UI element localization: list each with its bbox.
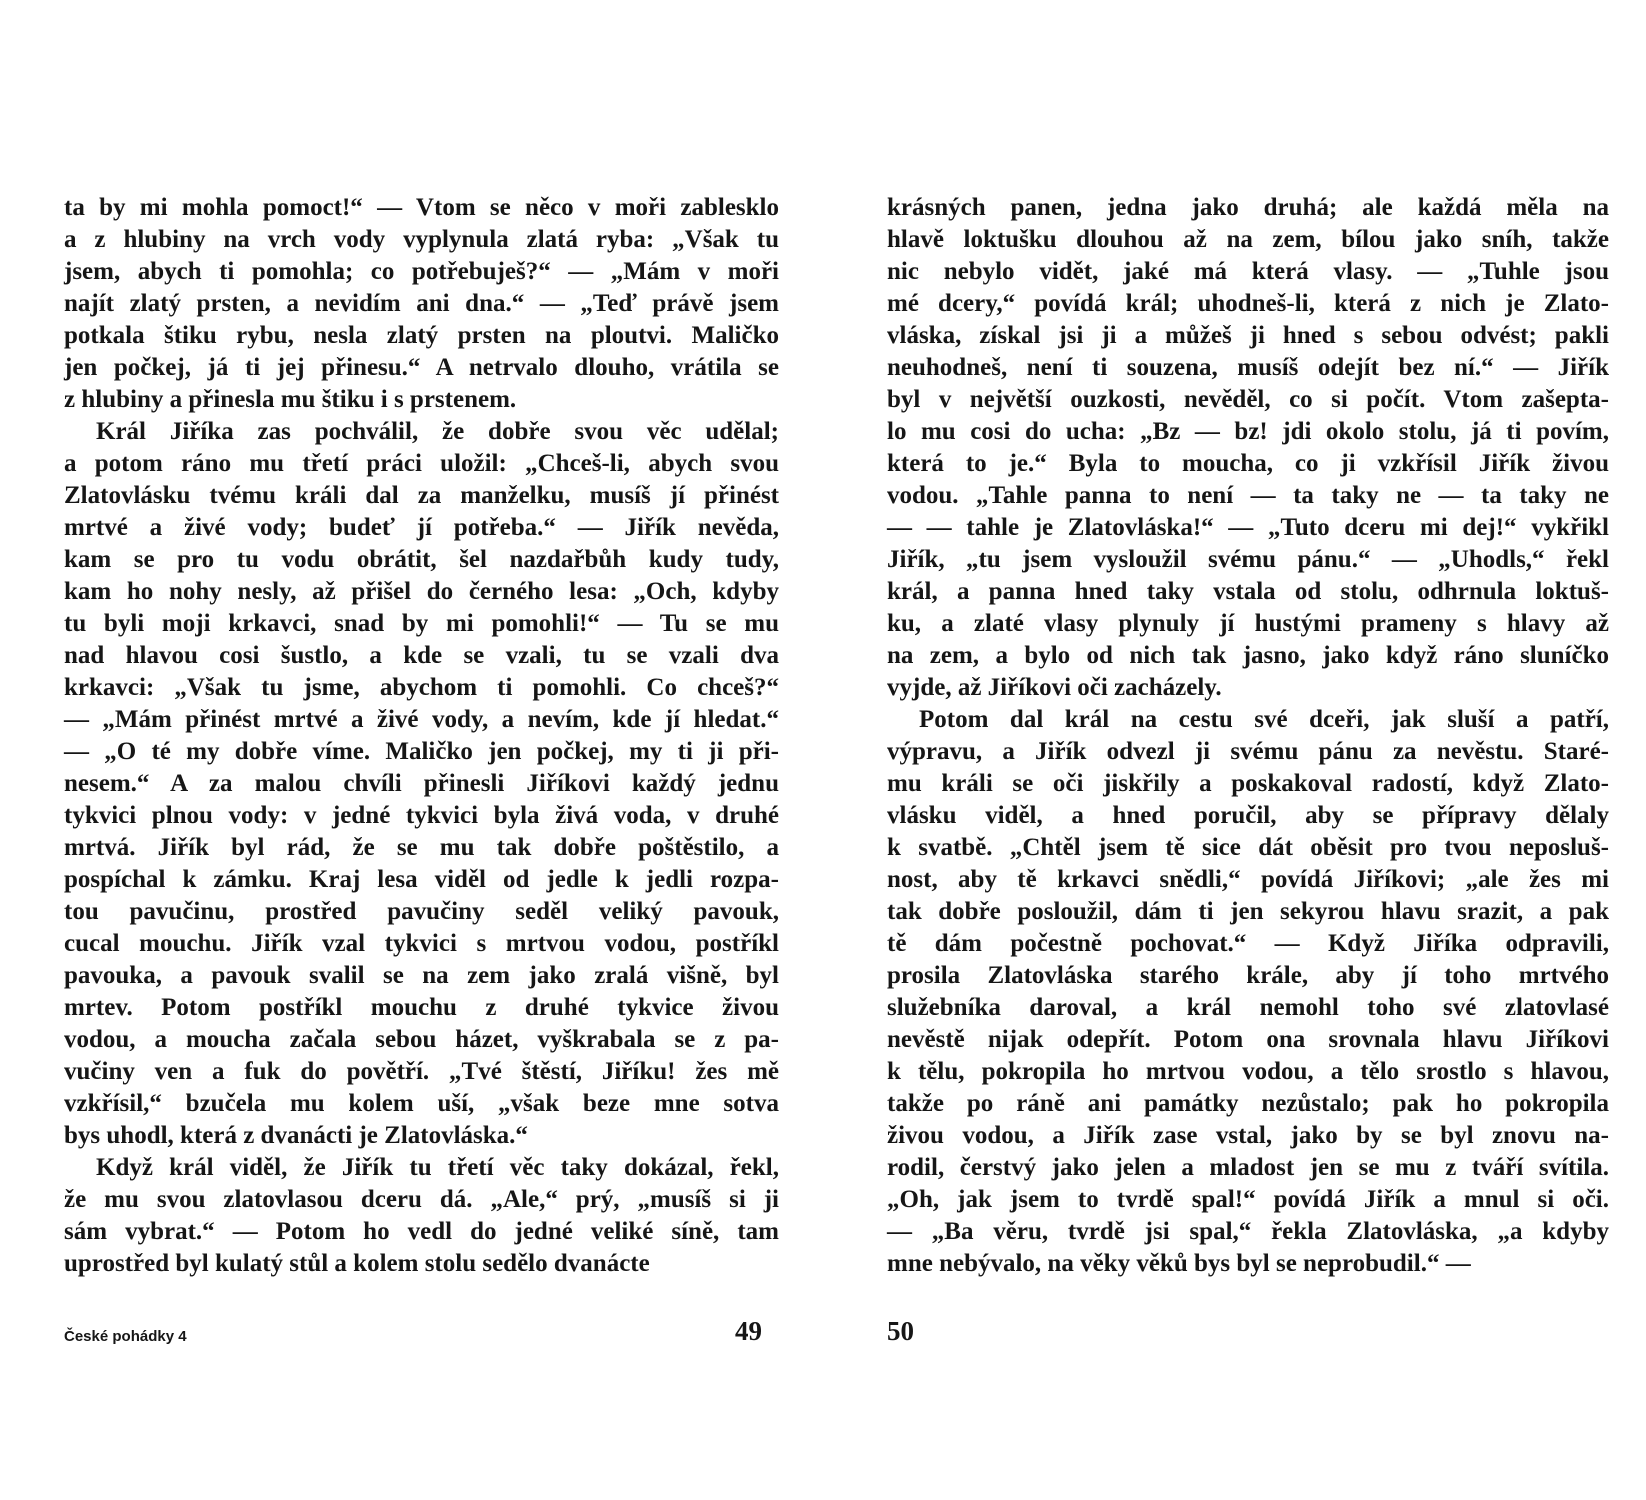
text-line: vlásku viděl, a hned poručil, aby se přípravy dělaly	[887, 802, 1609, 829]
text-line: krásných panen, jedna jako druhá; ale každá měla na	[887, 194, 1609, 221]
text-line: ku, a zlaté vlasy plynuly jí hustými prameny s hlavy až	[887, 610, 1609, 637]
text-line: vodou, a moucha začala sebou házet, vyškrabala se z pa-	[64, 1026, 779, 1053]
text-line: jen počkej, já ti jej přinesu.“ A netrvalo dlouho, vrátila se	[64, 354, 779, 381]
text-line: — „Ba věru, tvrdě jsi spal,“ řekla Zlatovláska, „a kdyby	[887, 1218, 1609, 1245]
text-line: nesem.“ A za malou chvíli přinesli Jiříkovi každý jednu	[64, 770, 779, 797]
text-line: tou pavučinu, prostřed pavučiny seděl veliký pavouk,	[64, 898, 779, 925]
text-line: vučiny ven a fuk do povětří. „Tvé štěstí, Jiříku! žes mě	[64, 1058, 779, 1085]
text-line: služebníka daroval, a král nemohl toho své zlatovlasé	[887, 994, 1609, 1021]
right-page-text	[887, 192, 1609, 1280]
text-line: kam se pro tu vodu obrátit, šel nazdařbůh kudy tudy,	[64, 546, 779, 573]
text-line: potkala štiku rybu, nesla zlatý prsten na ploutvi. Maličko	[64, 322, 779, 349]
text-line: pospíchal k zámku. Kraj lesa viděl od jedle k jedli rozpa-	[64, 866, 779, 893]
text-line: nost, aby tě krkavci snědli,“ povídá Jiříkovi; „ale žes mi	[887, 866, 1609, 893]
text-line: hlavě loktušku dlouhou až na zem, bílou jako sníh, takže	[887, 226, 1609, 253]
text-line: na zem, a bylo od nich tak jasno, jako když ráno sluníčko	[887, 642, 1609, 669]
text-line: a potom ráno mu třetí práci uložil: „Chceš-li, abych svou	[64, 450, 779, 477]
text-line: lo mu cosi do ucha: „Bz — bz! jdi okolo stolu, já ti povím,	[887, 418, 1609, 445]
text-line: která to je.“ Byla to moucha, co ji vzkřísil Jiřík živou	[887, 450, 1609, 477]
text-line: mrtvá. Jiřík byl rád, že se mu tak dobře poštěstilo, a	[64, 834, 779, 861]
text-line: kam ho nohy nesly, až přišel do černého lesa: „Och, kdyby	[64, 578, 779, 605]
text-line: mne nebývalo, na věky věků bys byl se neprobudil.“ —	[887, 1250, 1471, 1277]
text-line: výpravu, a Jiřík odvezl ji svému pánu za nevěstu. Staré-	[887, 738, 1609, 765]
text-line: vzkřísil,“ bzučela mu kolem uší, „však beze mne sotva	[64, 1090, 779, 1117]
text-line: jsem, abych ti pomohla; co potřebuješ?“ — „Mám v moři	[64, 258, 779, 285]
text-line: mrtvé a živé vody; budeť jí potřeba.“ — Jiřík nevěda,	[64, 514, 779, 541]
text-line: vláska, získal jsi ji a můžeš ji hned s sebou odvést; pakli	[887, 322, 1609, 349]
text-line: prosila Zlatovláska starého krále, aby jí toho mrtvého	[887, 962, 1609, 989]
text-line: že mu svou zlatovlasou dceru dá. „Ale,“ prý, „musíš si ji	[64, 1186, 779, 1213]
text-line: tu byli moji krkavci, snad by mi pomohli!“ — Tu se mu	[64, 610, 779, 637]
text-line: Potom dal král na cestu své dceři, jak sluší a patří,	[919, 706, 1609, 733]
text-line: mrtev. Potom postříkl mouchu z druhé tykvice živou	[64, 994, 779, 1021]
text-line: tak dobře posloužil, dám ti jen sekyrou hlavu srazit, a pak	[887, 898, 1609, 925]
right-page	[823, 0, 1646, 1500]
text-line: nad hlavou cosi šustlo, a kde se vzali, tu se vzali dva	[64, 642, 779, 669]
text-line: najít zlatý prsten, a nevidím ani dna.“ — „Teď právě jsem	[64, 290, 779, 317]
text-line: byl v největší ouzkosti, nevěděl, co si počít. Vtom zašepta-	[887, 386, 1609, 413]
text-line: — — tahle je Zlatovláska!“ — „Tuto dceru mi dej!“ vykřikl	[887, 514, 1609, 541]
text-line: vodou. „Tahle panna to není — ta taky ne — ta taky ne	[887, 482, 1609, 509]
text-line: k svatbě. „Chtěl jsem tě sice dát oběsit pro tvou neposluš-	[887, 834, 1609, 861]
text-line: pavouka, a pavouk svalil se na zem jako zralá višně, byl	[64, 962, 779, 989]
text-line: Jiřík, „tu jsem vysloužil svému pánu.“ — „Uhodls,“ řekl	[887, 546, 1609, 573]
text-line: neuhodneš, není ti souzena, musíš odejít bez ní.“ — Jiřík	[887, 354, 1609, 381]
text-line: rodil, čerstvý jako jelen a mladost jen se mu z tváří svítila.	[887, 1154, 1609, 1181]
text-line: a z hlubiny na vrch vody vyplynula zlatá ryba: „Však tu	[64, 226, 779, 253]
text-line: takže po ráně ani památky nezůstalo; pak ho pokropila	[887, 1090, 1609, 1117]
text-line: krkavci: „Však tu jsme, abychom ti pomohli. Co chceš?“	[64, 674, 779, 701]
text-line: — „Mám přinést mrtvé a živé vody, a nevím, kde jí hledat.“	[64, 706, 779, 733]
text-line: vyjde, až Jiříkovi oči zacházely.	[887, 674, 1222, 701]
text-line: — „O té my dobře víme. Maličko jen počkej, my ti ji při-	[64, 738, 779, 765]
left-page-text	[64, 192, 779, 1280]
text-line: cucal mouchu. Jiřík vzal tykvici s mrtvou vodou, postříkl	[64, 930, 779, 957]
text-line: mu králi se oči jiskřily a poskakoval radostí, když Zlato-	[887, 770, 1609, 797]
text-line: tě dám počestně pochovat.“ — Když Jiříka odpravili,	[887, 930, 1609, 957]
text-line: „Oh, jak jsem to tvrdě spal!“ povídá Jiřík a mnul si oči.	[887, 1186, 1609, 1213]
page-number-left: 49	[735, 1316, 762, 1346]
text-line: ta by mi mohla pomoct!“ — Vtom se něco v moři zablesklo	[64, 194, 779, 221]
text-line: sám vybrat.“ — Potom ho vedl do jedné veliké síně, tam	[64, 1218, 779, 1245]
page-number-right: 50	[887, 1316, 914, 1346]
text-line: král, a panna hned taky vstala od stolu, odhrnula loktuš-	[887, 578, 1609, 605]
text-line: z hlubiny a přinesla mu štiku i s prstenem.	[64, 386, 517, 413]
text-line: tykvici plnou vody: v jedné tykvici byla živá voda, v druhé	[64, 802, 779, 829]
text-line: k tělu, pokropila ho mrtvou vodou, a tělo srostlo s hlavou,	[887, 1058, 1609, 1085]
text-line: bys uhodl, která z dvanácti je Zlatovláska.“	[64, 1122, 528, 1149]
text-line: Když král viděl, že Jiřík tu třetí věc taky dokázal, řekl,	[96, 1154, 779, 1181]
text-line: Král Jiříka zas pochválil, že dobře svou věc udělal;	[96, 418, 779, 445]
text-line: Zlatovlásku tvému králi dal za manželku, musíš jí přinést	[64, 482, 779, 509]
text-line: nic nebylo vidět, jaké má která vlasy. — „Tuhle jsou	[887, 258, 1609, 285]
text-line: nevěstě nijak odepřít. Potom ona srovnala hlavu Jiříkovi	[887, 1026, 1609, 1053]
text-line: živou vodou, a Jiřík zase vstal, jako by se byl znovu na-	[887, 1122, 1609, 1149]
book-title-footer: České pohádky 4	[64, 1328, 187, 1345]
text-line: uprostřed byl kulatý stůl a kolem stolu sedělo dvanácte	[64, 1250, 650, 1277]
text-line: mé dcery,“ povídá král; uhodneš-li, která z nich je Zlato-	[887, 290, 1609, 317]
